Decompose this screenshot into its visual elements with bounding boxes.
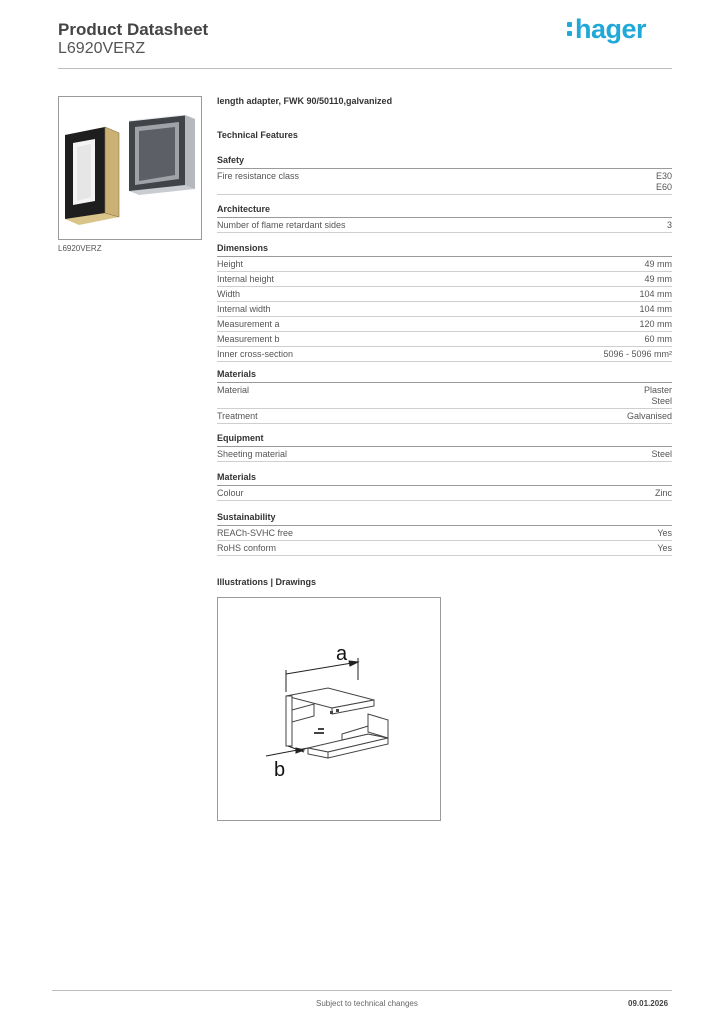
section-title: Equipment	[217, 433, 672, 447]
footer-divider	[52, 990, 672, 991]
row-label: Measurement b	[217, 334, 280, 344]
row-label: Measurement a	[217, 319, 280, 329]
section-materials-colour	[217, 472, 672, 501]
row-label: Number of flame retardant sides	[217, 220, 346, 230]
table-row	[217, 541, 672, 556]
row-value: 49 mm	[644, 274, 672, 284]
table-row	[217, 409, 672, 424]
footer-date: 09.01.2026	[628, 999, 669, 1008]
page-title: Product Datasheet	[58, 20, 209, 39]
table-row	[217, 302, 672, 317]
row-label: Colour	[217, 488, 244, 498]
row-value: 3	[666, 220, 672, 230]
row-value: 5096 - 5096 mm²	[603, 349, 672, 359]
row-value: E30 E60	[655, 171, 672, 192]
dimension-b-label: b	[274, 759, 286, 781]
row-value: 49 mm	[644, 259, 672, 269]
table-row	[217, 169, 672, 195]
row-value: Steel	[651, 449, 672, 459]
table-row	[217, 332, 672, 347]
row-value: 60 mm	[644, 334, 672, 344]
section-title: Materials	[217, 472, 672, 486]
table-row	[217, 526, 672, 541]
row-value: Plaster Steel	[643, 385, 672, 406]
table-row	[217, 447, 672, 462]
product-image	[58, 96, 202, 240]
section-architecture	[217, 204, 672, 233]
section-title: Architecture	[217, 204, 672, 218]
row-label: Material	[217, 385, 250, 395]
row-value: 104 mm	[639, 304, 672, 314]
section-title: Dimensions	[217, 243, 672, 257]
row-label: Internal width	[217, 304, 271, 314]
table-row	[217, 486, 672, 501]
footer-note: Subject to technical changes	[316, 999, 418, 1008]
image-caption: L6920VERZ	[58, 244, 102, 253]
brand-name: hager	[575, 14, 647, 44]
section-safety	[217, 155, 672, 195]
table-row	[217, 383, 672, 409]
header-divider	[58, 68, 672, 69]
section-title: Materials	[217, 369, 672, 383]
row-label: REACh-SVHC free	[217, 528, 294, 538]
illustrations-heading: Illustrations | Drawings	[217, 577, 317, 587]
logo-dots-icon	[567, 22, 573, 40]
article-number: L6920VERZ	[58, 40, 146, 57]
technical-features-heading: Technical Features	[217, 130, 298, 140]
technical-drawing	[217, 597, 441, 821]
table-row	[217, 218, 672, 233]
brand-logo	[567, 14, 646, 45]
row-value: Zinc	[654, 488, 672, 498]
table-row	[217, 287, 672, 302]
row-label: Fire resistance class	[217, 171, 300, 181]
row-value: Galvanised	[626, 411, 672, 421]
section-sustainability	[217, 512, 672, 556]
dimension-drawing	[218, 598, 440, 820]
section-title: Sustainability	[217, 512, 672, 526]
row-value: Yes	[657, 543, 672, 553]
table-row	[217, 272, 672, 287]
row-label: RoHS conform	[217, 543, 277, 553]
row-value: 104 mm	[639, 289, 672, 299]
product-description: length adapter, FWK 90/50110,galvanized	[217, 96, 393, 106]
table-row	[217, 257, 672, 272]
table-row	[217, 347, 672, 362]
row-label: Internal height	[217, 274, 275, 284]
row-label: Sheeting material	[217, 449, 288, 459]
row-label: Treatment	[217, 411, 258, 421]
section-equipment	[217, 433, 672, 462]
section-title: Safety	[217, 155, 672, 169]
row-label: Inner cross-section	[217, 349, 294, 359]
table-row	[217, 317, 672, 332]
product-photo-illustration	[59, 97, 201, 239]
row-label: Width	[217, 289, 241, 299]
row-label: Height	[217, 259, 244, 269]
row-value: 120 mm	[639, 319, 672, 329]
dimension-a-label: a	[336, 643, 348, 665]
row-value: Yes	[657, 528, 672, 538]
section-materials	[217, 369, 672, 424]
section-dimensions	[217, 243, 672, 362]
